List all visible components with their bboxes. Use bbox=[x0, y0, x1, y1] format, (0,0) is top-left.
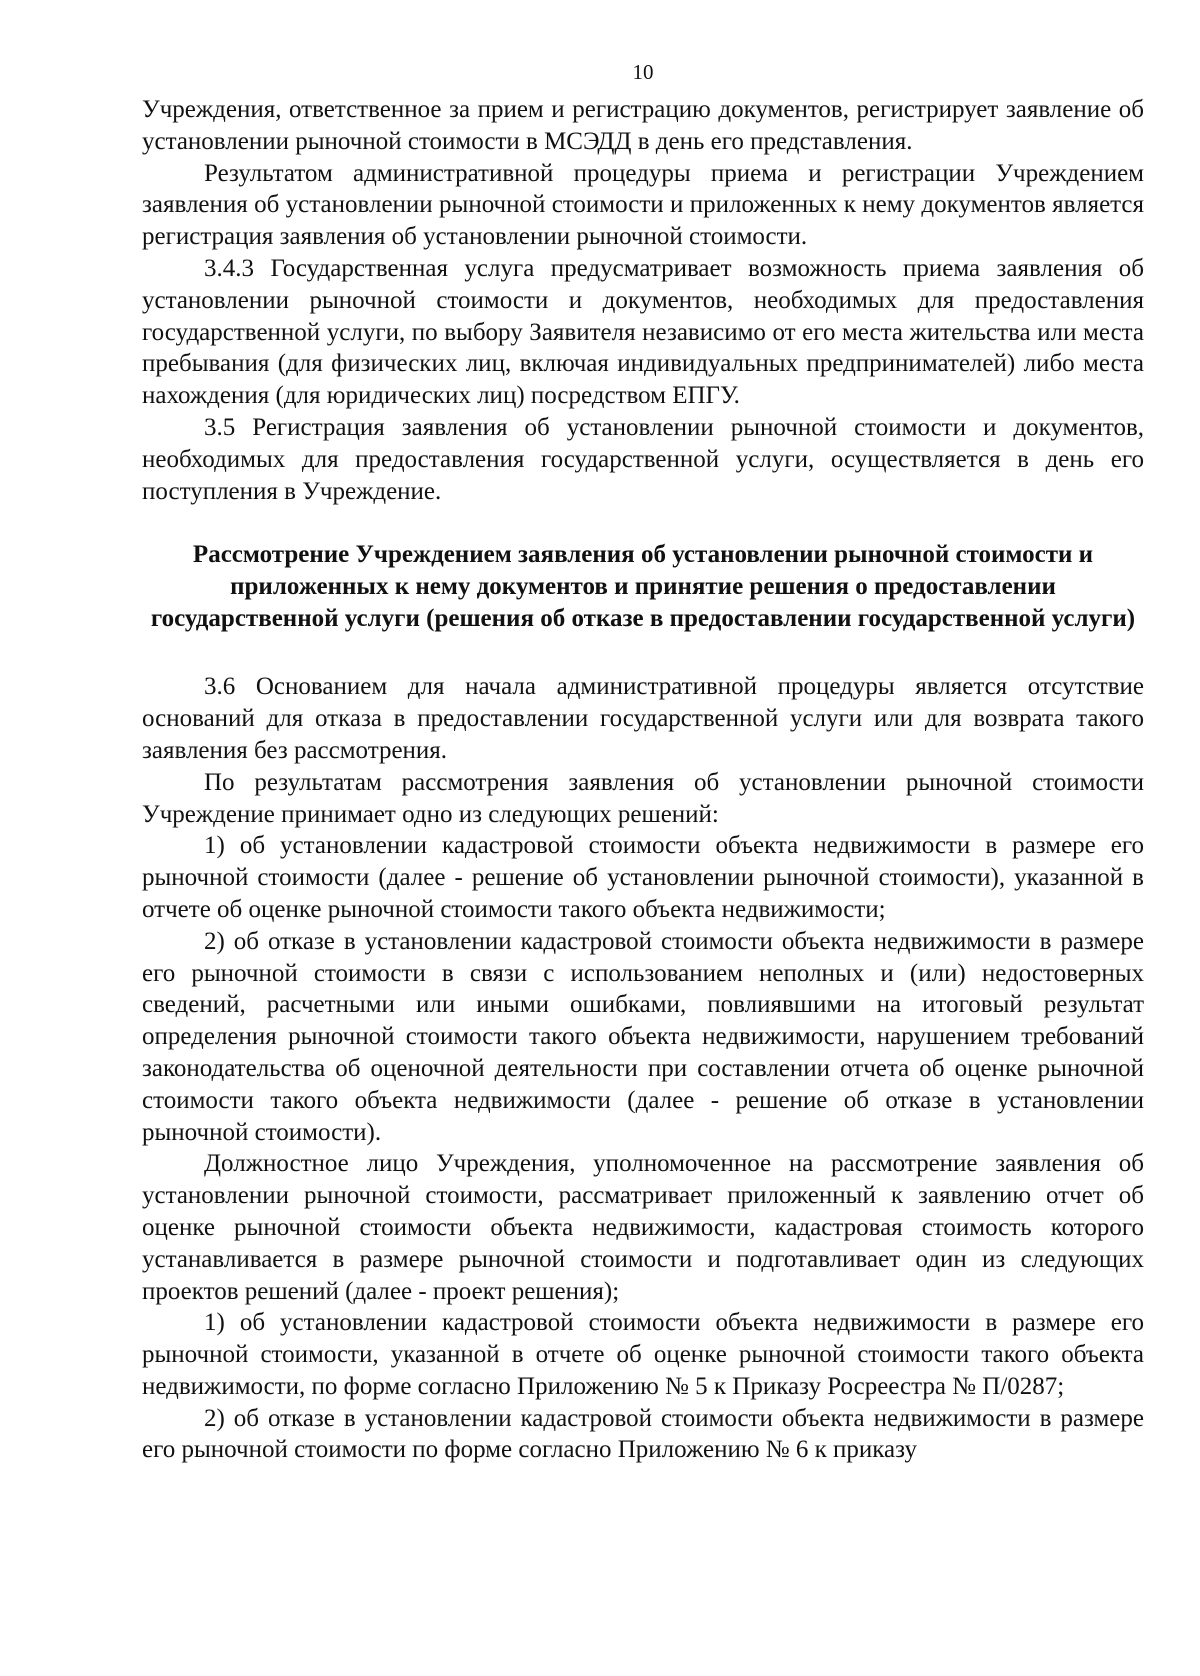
paragraph-decisions-intro: По результатам рассмотрения заявления об установлении рыночной стоимости Учреждение принимает одно из следующих решений: bbox=[142, 768, 1144, 828]
paragraph-decision-1: 1) об установлении кадастровой стоимости объекта недвижимости в размере его рыночной стоимости (далее - решение об установлении рыночной стоимости), указанной в отчете об оценке рыночной стоимости такого объекта недвижимости; bbox=[142, 832, 1144, 923]
paragraph-continuation: Учреждения, ответственное за прием и регистрацию документов, регистрирует заявление об установлении рыночной стоимости в МСЭДД в день его представления. bbox=[142, 96, 1144, 155]
paragraph-draft-2: 2) об отказе в установлении кадастровой стоимости объекта недвижимости в размере его рыночной стоимости по форме согласно Приложению № 6 к приказу bbox=[142, 1404, 1144, 1464]
page-number: 10 bbox=[632, 60, 654, 84]
section-heading: Рассмотрение Учреждением заявления об установлении рыночной стоимости и приложенных к нему документов и принятие решения о предоставлении государственной услуги (решения об отказе в предоставлении государственной услуги) bbox=[150, 541, 1136, 633]
paragraph-decision-2: 2) об отказе в установлении кадастровой стоимости объекта недвижимости в размере его рыночной стоимости в связи с использованием неполных и (или) недостоверных сведений, расчетными или иными ошибками, повлиявшими на итоговый результат определения рыночной стоимости такого объекта недвижимости, нарушением требований законодательства об оценочной деятельности при составлении отчета об оценке рыночной стоимости такого объекта недвижимости (далее - решение об отказе в установлении рыночной стоимости). bbox=[142, 927, 1144, 1146]
document-body bbox=[142, 94, 1144, 1466]
paragraph-3-4-3: 3.4.3 Государственная услуга предусматривает возможность приема заявления об установлении рыночной стоимости и документов, необходимых для предоставления государственной услуги, по выбору Заявителя независимо от его места жительства или места пребывания (для физических лиц, включая индивидуальных предпринимателей) либо места нахождения (для юридических лиц) посредством ЕПГУ. bbox=[142, 254, 1144, 410]
paragraph-registration-result: Результатом административной процедуры приема и регистрации Учреждением заявления об установлении рыночной стоимости и приложенных к нему документов является регистрация заявления об установлении рыночной стоимости. bbox=[142, 159, 1144, 251]
paragraph-draft-1: 1) об установлении кадастровой стоимости объекта недвижимости в размере его рыночной стоимости, указанной в отчете об оценке рыночной стоимости такого объекта недвижимости, по форме согласно Приложению № 5 к Приказу Росреестра № П/0287; bbox=[142, 1309, 1144, 1400]
paragraph-official-review: Должностное лицо Учреждения, уполномоченное на рассмотрение заявления об установлении рыночной стоимости, рассматривает приложенный к заявлению отчет об оценке рыночной стоимости объекта недвижимости, кадастровая стоимость которого устанавливается в размере рыночной стоимости и подготавливает один из следующих проектов решений (далее - проект решения); bbox=[142, 1150, 1144, 1305]
paragraph-3-5: 3.5 Регистрация заявления об установлении рыночной стоимости и документов, необходимых для предоставления государственной услуги, осуществляется в день его поступления в Учреждение. bbox=[142, 413, 1144, 505]
paragraph-3-6: 3.6 Основанием для начала административной процедуры является отсутствие оснований для отказа в предоставлении государственной услуги или для возврата такого заявления без рассмотрения. bbox=[142, 673, 1144, 764]
